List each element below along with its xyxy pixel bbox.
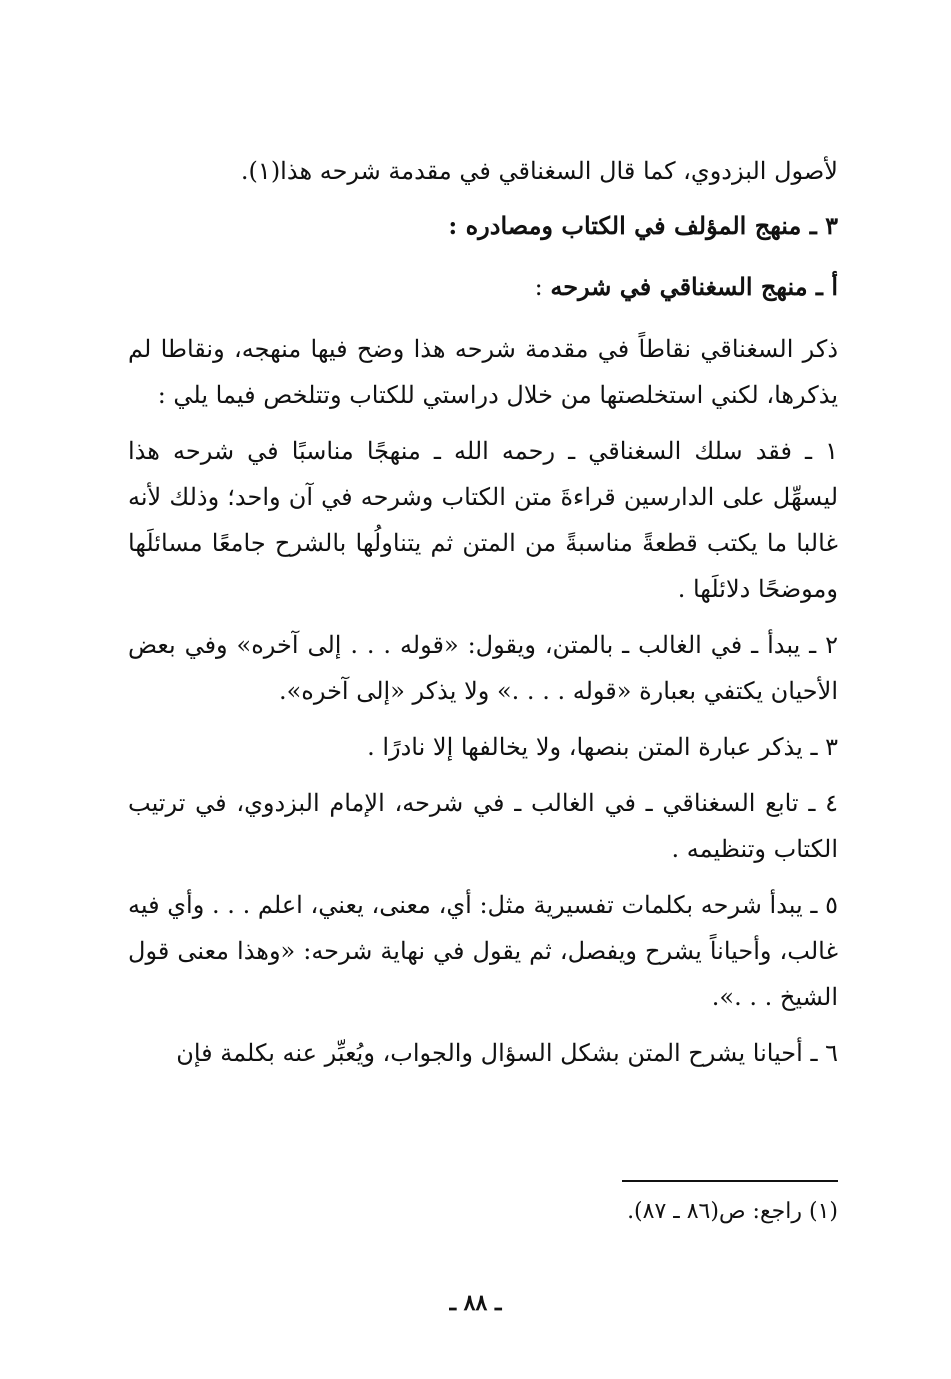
footnote-divider xyxy=(622,1180,838,1182)
point-1: ١ ـ فقد سلك السغناقي ـ رحمه الله ـ منهجًا مناسبًا في شرحه هذا ليسهِّل على الدارسين قراءةَ متن الكتاب وشرحه في آن واحد؛ وذلك لأنه غالبا ما يكتب قطعةً مناسبةً من المتن ثم يتناولُها بالشرح جامعًا مسائلَها وموضحًا دلائلَها . xyxy=(128,437,839,603)
section-heading: ٣ ـ منهج المؤلف في الكتاب ومصادره : xyxy=(448,211,838,240)
page-body xyxy=(128,148,838,1086)
subsection-heading-colon: : xyxy=(534,273,551,301)
point-4: ٤ ـ تابع السغناقي ـ في الغالب ـ في شرحه، الإمام البزدوي، في ترتيب الكتاب وتنظيمه . xyxy=(128,789,838,863)
continued-line: لأصول البزدوي، كما قال السغناقي في مقدمة شرحه هذا(١). xyxy=(240,157,838,185)
subsection-heading xyxy=(128,264,838,310)
point-5: ٥ ـ يبدأ شرحه بكلمات تفسيرية مثل: أي، معنى، يعني، اعلم . . . وأي فيه غالب، وأحياناً يشرح ويفصل، ثم يقول في نهاية شرحه: «وهذا معنى قول الشيخ . . .». xyxy=(128,891,838,1011)
footnote: (١) راجع: ص(٨٦ ـ ٨٧). xyxy=(627,1199,838,1224)
point-6: ٦ ـ أحيانا يشرح المتن بشكل السؤال والجواب، ويُعبِّر عنه بكلمة فإن xyxy=(176,1039,838,1067)
page-number: ـ ٨٨ ـ xyxy=(449,1290,502,1316)
subsection-heading-text: أ ـ منهج السغناقي في شرحه xyxy=(550,272,838,301)
point-2: ٢ ـ يبدأ ـ في الغالب ـ بالمتن، ويقول: «قوله . . . إلى آخره» وفي بعض الأحيان يكتفي بعبارة «قوله . . . .» ولا يذكر «إلى آخره». xyxy=(128,631,838,705)
intro-paragraph: ذكر السغناقي نقاطاً في مقدمة شرحه هذا وضح فيها منهجه، ونقاطا لم يذكرها، لكني استخلصتها من خلال دراستي للكتاب وتتلخص فيما يلي : xyxy=(128,335,838,409)
point-3: ٣ ـ يذكر عبارة المتن بنصها، ولا يخالفها إلا نادرًا . xyxy=(367,733,838,761)
